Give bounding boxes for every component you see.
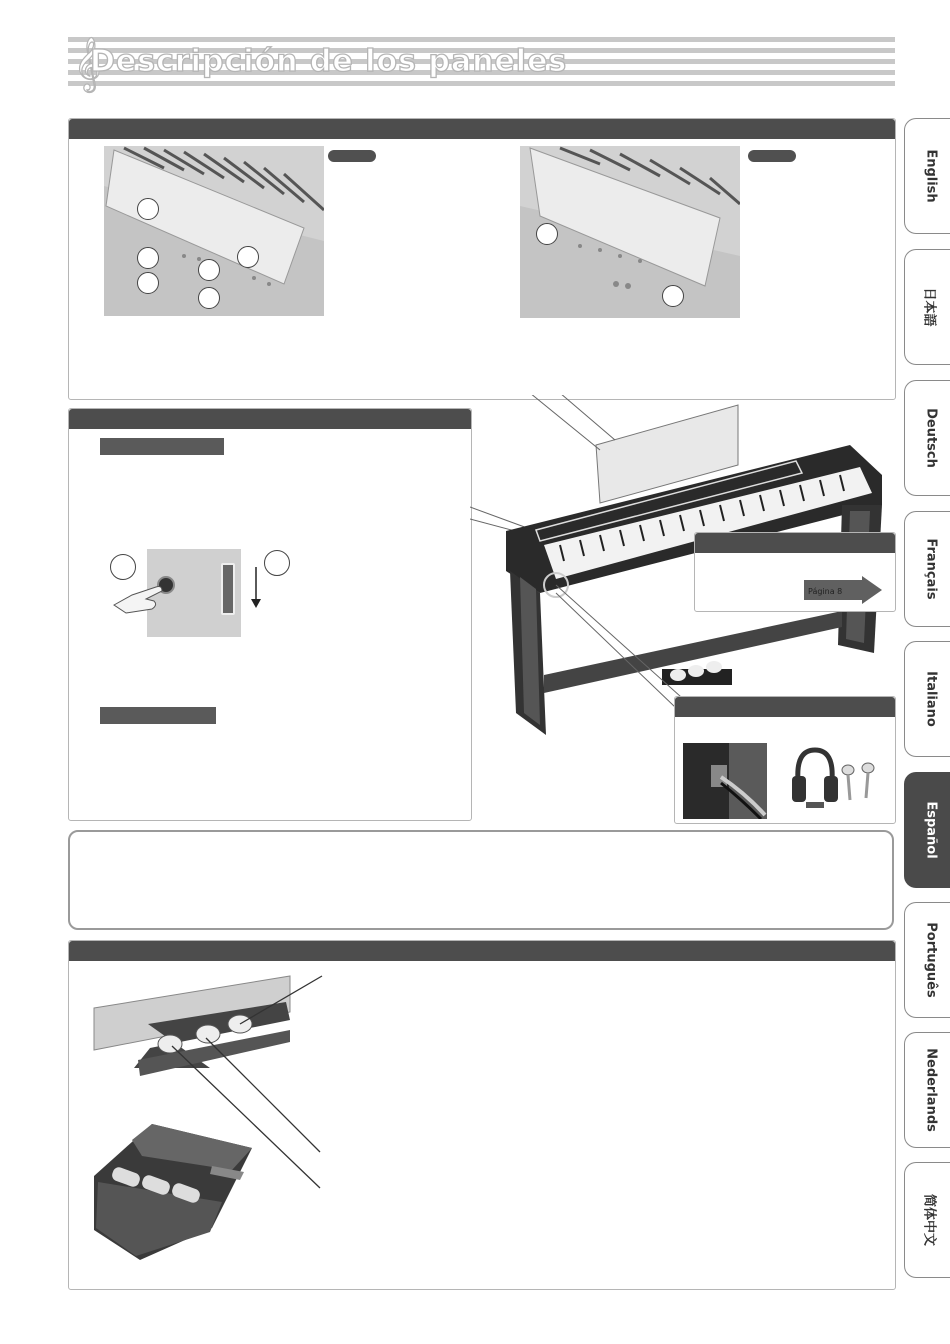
note-box <box>68 830 894 930</box>
tab-espanol[interactable] <box>904 772 950 888</box>
callout-5 <box>237 246 259 268</box>
callout-1 <box>137 198 159 220</box>
down-arrow-icon <box>249 567 263 609</box>
pedal-panel-header-bar <box>69 941 895 961</box>
tab-portugues[interactable] <box>904 902 950 1018</box>
tab-italiano-label: Italiano <box>923 671 938 727</box>
callout-power <box>110 554 136 580</box>
model-pill-left <box>328 150 376 162</box>
subheading-label-2 <box>100 707 216 724</box>
tab-japanese-label: 日本語 <box>921 287 936 327</box>
tab-francais[interactable] <box>904 511 950 627</box>
callout-volume <box>264 550 290 576</box>
volume-slider-icon <box>221 563 235 615</box>
headphone-jack-photo <box>683 743 767 819</box>
tab-deutsch[interactable] <box>904 380 950 496</box>
callout-3 <box>137 272 159 294</box>
treble-clef-icon: 𝄞 <box>74 36 102 90</box>
tab-english-label: English <box>923 149 938 203</box>
tab-english[interactable] <box>904 118 950 234</box>
power-panel-header-bar <box>69 409 471 429</box>
staff-line-5 <box>68 81 895 86</box>
subheading-label-1 <box>100 438 224 455</box>
tab-francais-label: Français <box>923 538 938 600</box>
reference-box-header-bar <box>695 533 895 553</box>
headphones-icon <box>792 746 838 810</box>
staff-line-1 <box>68 37 895 42</box>
tab-deutsch-label: Deutsch <box>923 408 938 468</box>
callout-4 <box>198 259 220 281</box>
tab-chinese-label: 简体中文 <box>921 1193 936 1247</box>
top-panel-header-bar <box>69 119 895 139</box>
callout-right-2 <box>662 285 684 307</box>
model-pill-right <box>748 150 796 162</box>
pressing-hand-icon <box>112 583 172 615</box>
tab-chinese[interactable] <box>904 1162 950 1278</box>
tab-japanese[interactable] <box>904 249 950 365</box>
pedal-box-illustration <box>92 1120 256 1264</box>
earbuds-icon <box>840 760 876 804</box>
tab-espanol-label: Español <box>923 801 938 859</box>
tab-nederlands-label: Nederlands <box>923 1048 938 1132</box>
tab-nederlands[interactable] <box>904 1032 950 1148</box>
tab-italiano[interactable] <box>904 641 950 757</box>
page-reference-link[interactable]: Página 8 <box>808 587 843 596</box>
headphones-box-header-bar <box>675 697 895 717</box>
callout-6 <box>198 287 220 309</box>
callout-right-1 <box>536 223 558 245</box>
tab-portugues-label: Português <box>923 922 938 998</box>
callout-2 <box>137 247 159 269</box>
page-title: Descripción de los paneles <box>90 44 568 79</box>
